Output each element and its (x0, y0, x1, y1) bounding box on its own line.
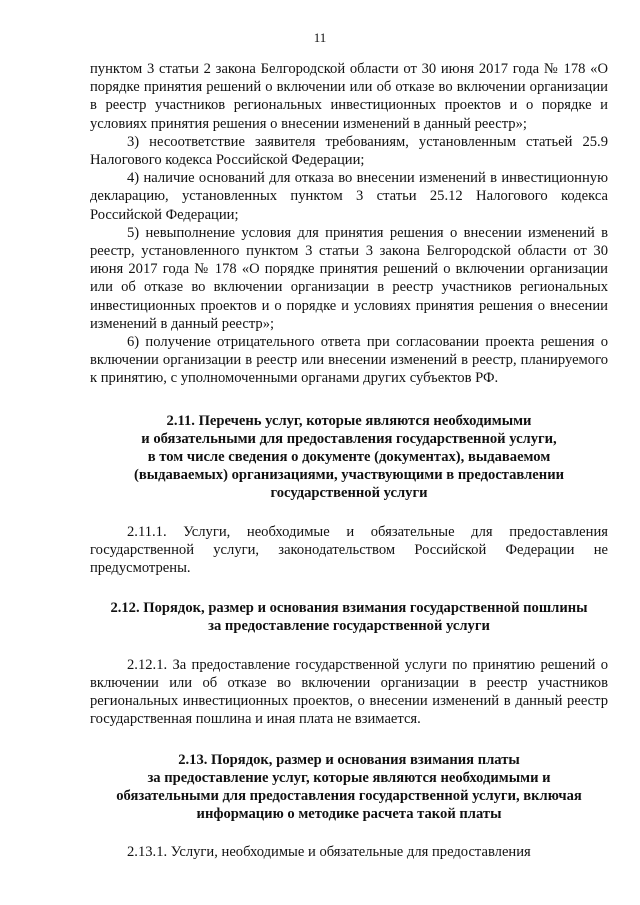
heading-line: за предоставление услуг, которые являются необходимыми и (147, 769, 551, 786)
paragraph-2-13-1: 2.13.1. Услуги, необходимые и обязательные для предоставления (127, 844, 531, 861)
section-heading-2-11 (90, 412, 608, 503)
heading-line: информацию о методике расчета такой платы (196, 806, 502, 823)
heading-line: за предоставление государственной услуги (208, 618, 490, 635)
heading-line: 2.12. Порядок, размер и основания взимания государственной пошлины (110, 600, 588, 617)
list-item-6: 6) получение отрицательного ответа при согласовании проекта решения о включении организации в реестр или внесении изменений в реестр, планируемого к принятию, с уполномоченными органами других субъектов РФ. (90, 334, 608, 387)
heading-line: 2.11. Перечень услуг, которые являются необходимыми (166, 412, 532, 429)
paragraph-continuation: пунктом 3 статьи 2 закона Белгородской области от 30 июня 2017 года № 178 «О порядке принятия решений о включении или об отказе во включении организации в реестр участников региональных инвестиционных проектов и о порядке и условиях принятия решения о внесении изменений в данный реестр»; (90, 61, 608, 132)
heading-line: 2.13. Порядок, размер и основания взимания платы (178, 751, 520, 768)
list-item-4: 4) наличие оснований для отказа во внесении изменений в инвестиционную декларацию, установленных пунктом 3 статьи 25.12 Налогового кодекса Российской Федерации; (90, 170, 608, 223)
page-content (90, 60, 608, 862)
list-item-5: 5) невыполнение условия для принятия решения о внесении изменений в реестр, установленного пунктом 3 статьи 3 закона Белгородской области от 30 июня 2017 года № 178 «О порядке принятия решений о включении организации или об отказе во включении организации в реестр участников региональных инвестиционных проектов и о порядке и условиях принятия решения о внесении изменений в данный реестр»; (90, 224, 608, 332)
heading-line: обязательными для предоставления государственной услуги, включая (116, 787, 582, 804)
list-item-3: 3) несоответствие заявителя требованиям, установленным статьей 25.9 Налогового кодекса Российской Федерации; (90, 133, 608, 169)
heading-line: (выдаваемых) организациями, участвующими в предоставлении (133, 467, 565, 484)
heading-line: в том числе сведения о документе (документах), выдаваемом (147, 449, 551, 466)
heading-line: и обязательными для предоставления государственной услуги, (141, 430, 557, 447)
page-number: 11 (313, 30, 327, 45)
paragraph-2-11-1: 2.11.1. Услуги, необходимые и обязательные для предоставления государственной услуги, законодательством Российской Федерации не предусмотрены. (90, 523, 608, 577)
section-heading-2-13 (90, 751, 608, 824)
heading-line: государственной услуги (270, 485, 428, 502)
section-heading-2-12 (90, 599, 608, 635)
paragraph-2-12-1: 2.12.1. За предоставление государственной услуги по принятию решений о включении или об отказе во включении организации в реестр участников региональных инвестиционных проектов, о внесении изменений в данный реестр государственная пошлина и иная плата не взимается. (90, 656, 608, 728)
